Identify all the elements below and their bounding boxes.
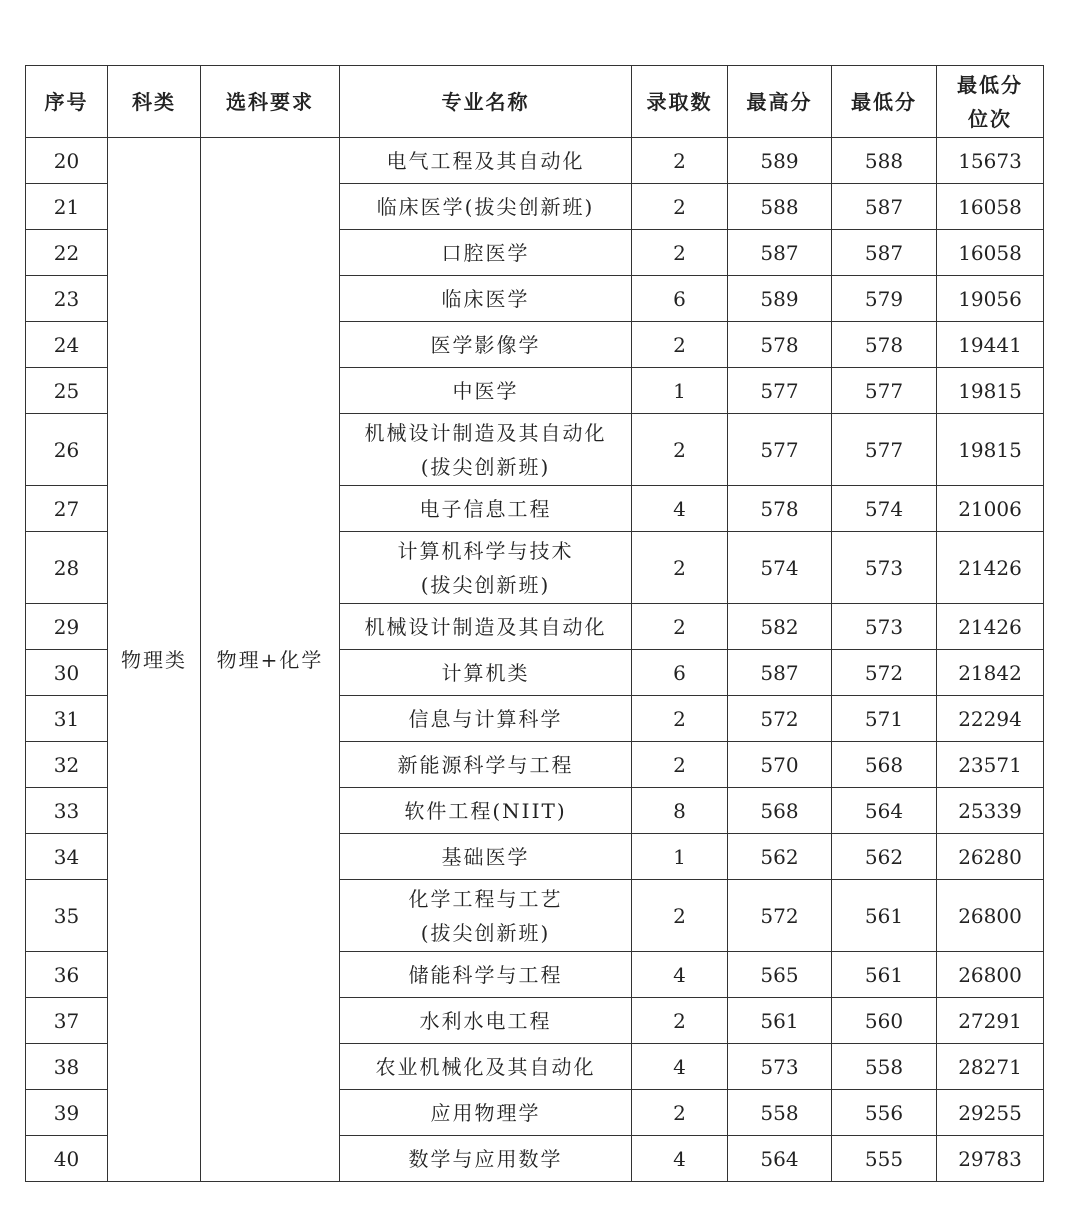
admitted-count-cell: 2 — [632, 532, 728, 604]
major-name-cell — [340, 1044, 632, 1090]
admitted-count-cell: 1 — [632, 834, 728, 880]
min-rank-cell: 21006 — [937, 486, 1044, 532]
min-score-cell: 568 — [832, 742, 937, 788]
min-rank-cell: 15673 — [937, 138, 1044, 184]
header-min-rank-line1: 最低分 — [957, 72, 1023, 97]
major-name-line: 数学与应用数学 — [408, 1146, 563, 1171]
max-score-cell: 577 — [728, 414, 832, 486]
max-score-cell: 582 — [728, 604, 832, 650]
major-name-line: 机械设计制造及其自动化 — [364, 420, 607, 445]
min-rank-cell: 19441 — [937, 322, 1044, 368]
min-rank-cell: 21426 — [937, 604, 1044, 650]
min-rank-cell: 26800 — [937, 952, 1044, 998]
max-score-cell: 589 — [728, 138, 832, 184]
major-name-line: 临床医学(拔尖创新班) — [376, 194, 595, 219]
row-index: 31 — [26, 696, 108, 742]
row-index: 36 — [26, 952, 108, 998]
admitted-count-cell: 6 — [632, 276, 728, 322]
min-score-cell: 561 — [832, 952, 937, 998]
header-subject-requirement: 选科要求 — [201, 66, 340, 138]
major-name-line: 机械设计制造及其自动化 — [364, 614, 607, 639]
min-score-cell: 561 — [832, 880, 937, 952]
major-name-cell — [340, 532, 632, 604]
row-index: 27 — [26, 486, 108, 532]
major-name-cell — [340, 1090, 632, 1136]
row-index: 23 — [26, 276, 108, 322]
category-cell: 物理类 — [108, 138, 201, 1182]
row-index: 35 — [26, 880, 108, 952]
major-name-cell — [340, 486, 632, 532]
min-rank-cell: 16058 — [937, 230, 1044, 276]
header-major-name: 专业名称 — [340, 66, 632, 138]
major-name-cell — [340, 788, 632, 834]
admitted-count-cell: 2 — [632, 138, 728, 184]
admitted-count-cell: 2 — [632, 230, 728, 276]
min-score-cell: 573 — [832, 604, 937, 650]
row-index: 40 — [26, 1136, 108, 1182]
admitted-count-cell: 2 — [632, 998, 728, 1044]
max-score-cell: 565 — [728, 952, 832, 998]
major-name-line: 计算机类 — [441, 660, 530, 685]
admitted-count-cell: 8 — [632, 788, 728, 834]
min-score-cell: 558 — [832, 1044, 937, 1090]
row-index: 33 — [26, 788, 108, 834]
min-score-cell: 587 — [832, 230, 937, 276]
min-rank-cell: 27291 — [937, 998, 1044, 1044]
min-score-cell: 588 — [832, 138, 937, 184]
max-score-cell: 562 — [728, 834, 832, 880]
admitted-count-cell: 4 — [632, 1044, 728, 1090]
min-score-cell: 587 — [832, 184, 937, 230]
major-name-line: 应用物理学 — [430, 1100, 541, 1125]
major-name-line: 口腔医学 — [441, 240, 530, 265]
major-name-cell — [340, 696, 632, 742]
header-min-rank — [937, 66, 1044, 138]
min-score-cell: 560 — [832, 998, 937, 1044]
max-score-cell: 587 — [728, 650, 832, 696]
admitted-count-cell: 2 — [632, 696, 728, 742]
table-body — [26, 138, 1044, 1182]
admitted-count-cell: 2 — [632, 414, 728, 486]
major-name-cell — [340, 952, 632, 998]
max-score-cell: 578 — [728, 486, 832, 532]
max-score-cell: 573 — [728, 1044, 832, 1090]
major-name-line: 电子信息工程 — [419, 496, 552, 521]
row-index: 26 — [26, 414, 108, 486]
min-rank-cell: 19815 — [937, 368, 1044, 414]
major-name-line: 医学影像学 — [430, 332, 541, 357]
max-score-cell: 570 — [728, 742, 832, 788]
max-score-cell: 561 — [728, 998, 832, 1044]
admitted-count-cell: 2 — [632, 880, 728, 952]
major-name-line: (拔尖创新班) — [420, 920, 551, 945]
row-index: 28 — [26, 532, 108, 604]
min-rank-cell: 29783 — [937, 1136, 1044, 1182]
major-name-line: (拔尖创新班) — [420, 572, 551, 597]
header-admitted-count: 录取数 — [632, 66, 728, 138]
admitted-count-cell: 6 — [632, 650, 728, 696]
admitted-count-cell: 2 — [632, 604, 728, 650]
min-score-cell: 564 — [832, 788, 937, 834]
major-name-cell — [340, 184, 632, 230]
major-name-cell — [340, 834, 632, 880]
major-name-cell — [340, 322, 632, 368]
max-score-cell: 577 — [728, 368, 832, 414]
min-rank-cell: 23571 — [937, 742, 1044, 788]
max-score-cell: 588 — [728, 184, 832, 230]
min-rank-cell: 21842 — [937, 650, 1044, 696]
min-score-cell: 578 — [832, 322, 937, 368]
admission-table — [25, 65, 1044, 1182]
min-rank-cell: 26280 — [937, 834, 1044, 880]
admitted-count-cell: 2 — [632, 322, 728, 368]
min-score-cell: 572 — [832, 650, 937, 696]
major-name-line: 计算机科学与技术 — [397, 538, 574, 563]
major-name-line: 水利水电工程 — [419, 1008, 552, 1033]
row-index: 25 — [26, 368, 108, 414]
min-rank-cell: 21426 — [937, 532, 1044, 604]
table-row — [26, 138, 1044, 184]
admitted-count-cell: 2 — [632, 184, 728, 230]
min-rank-cell: 28271 — [937, 1044, 1044, 1090]
max-score-cell: 572 — [728, 696, 832, 742]
min-score-cell: 574 — [832, 486, 937, 532]
row-index: 24 — [26, 322, 108, 368]
major-name-line: 农业机械化及其自动化 — [375, 1054, 596, 1079]
major-name-cell — [340, 742, 632, 788]
major-name-cell — [340, 414, 632, 486]
major-name-line: 基础医学 — [441, 844, 530, 869]
major-name-cell — [340, 880, 632, 952]
header-index: 序号 — [26, 66, 108, 138]
min-score-cell: 562 — [832, 834, 937, 880]
header-min-score: 最低分 — [832, 66, 937, 138]
max-score-cell: 572 — [728, 880, 832, 952]
row-index: 34 — [26, 834, 108, 880]
row-index: 22 — [26, 230, 108, 276]
min-score-cell: 556 — [832, 1090, 937, 1136]
row-index: 21 — [26, 184, 108, 230]
row-index: 32 — [26, 742, 108, 788]
admitted-count-cell: 2 — [632, 742, 728, 788]
min-rank-cell: 25339 — [937, 788, 1044, 834]
major-name-cell — [340, 604, 632, 650]
max-score-cell: 589 — [728, 276, 832, 322]
row-index: 29 — [26, 604, 108, 650]
min-rank-cell: 16058 — [937, 184, 1044, 230]
header-row — [26, 66, 1044, 138]
max-score-cell: 558 — [728, 1090, 832, 1136]
max-score-cell: 564 — [728, 1136, 832, 1182]
max-score-cell: 578 — [728, 322, 832, 368]
admitted-count-cell: 1 — [632, 368, 728, 414]
row-index: 39 — [26, 1090, 108, 1136]
min-score-cell: 573 — [832, 532, 937, 604]
major-name-cell — [340, 138, 632, 184]
major-name-line: 信息与计算科学 — [408, 706, 563, 731]
max-score-cell: 574 — [728, 532, 832, 604]
row-index: 20 — [26, 138, 108, 184]
admitted-count-cell: 4 — [632, 952, 728, 998]
major-name-cell — [340, 998, 632, 1044]
min-score-cell: 555 — [832, 1136, 937, 1182]
major-name-cell — [340, 230, 632, 276]
max-score-cell: 568 — [728, 788, 832, 834]
header-min-rank-line2: 位次 — [968, 106, 1012, 131]
admitted-count-cell: 4 — [632, 486, 728, 532]
min-rank-cell: 22294 — [937, 696, 1044, 742]
min-score-cell: 579 — [832, 276, 937, 322]
major-name-line: (拔尖创新班) — [420, 454, 551, 479]
major-name-cell — [340, 650, 632, 696]
min-rank-cell: 26800 — [937, 880, 1044, 952]
header-max-score: 最高分 — [728, 66, 832, 138]
header-category: 科类 — [108, 66, 201, 138]
major-name-line: 电气工程及其自动化 — [386, 148, 585, 173]
min-rank-cell: 29255 — [937, 1090, 1044, 1136]
row-index: 37 — [26, 998, 108, 1044]
min-score-cell: 577 — [832, 414, 937, 486]
major-name-cell — [340, 1136, 632, 1182]
major-name-line: 储能科学与工程 — [408, 962, 563, 987]
major-name-cell — [340, 368, 632, 414]
min-score-cell: 577 — [832, 368, 937, 414]
min-rank-cell: 19056 — [937, 276, 1044, 322]
row-index: 38 — [26, 1044, 108, 1090]
row-index: 30 — [26, 650, 108, 696]
major-name-line: 化学工程与工艺 — [408, 886, 563, 911]
major-name-line: 新能源科学与工程 — [397, 752, 574, 777]
subject-requirement-cell: 物理+化学 — [201, 138, 340, 1182]
max-score-cell: 587 — [728, 230, 832, 276]
major-name-cell — [340, 276, 632, 322]
major-name-line: 中医学 — [452, 378, 519, 403]
major-name-line: 软件工程(NIIT) — [404, 798, 567, 823]
admitted-count-cell: 4 — [632, 1136, 728, 1182]
min-score-cell: 571 — [832, 696, 937, 742]
admitted-count-cell: 2 — [632, 1090, 728, 1136]
major-name-line: 临床医学 — [441, 286, 530, 311]
min-rank-cell: 19815 — [937, 414, 1044, 486]
